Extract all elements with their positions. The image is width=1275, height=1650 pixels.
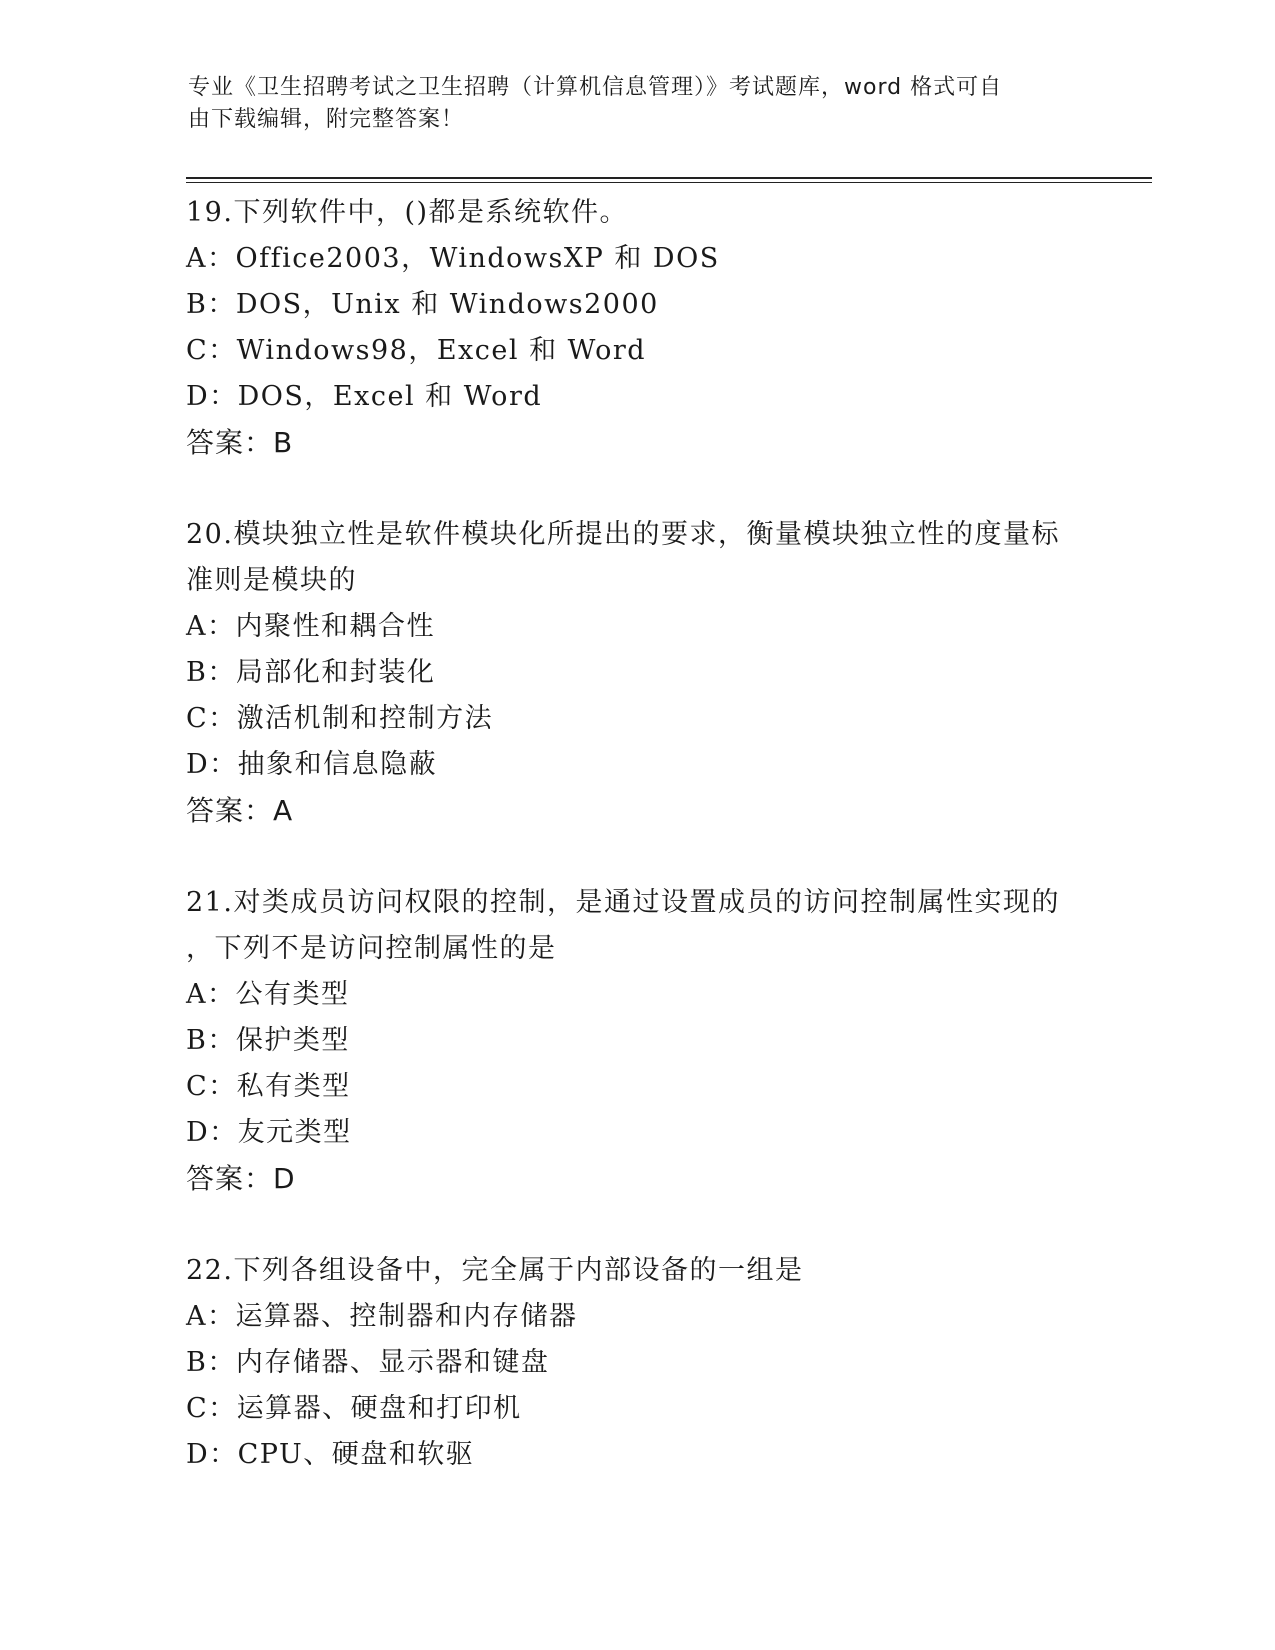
option-c: C：Windows98，Excel 和 Word [186,335,647,366]
option-d: D：CPU、硬盘和软驱 [186,1439,475,1470]
option-b: B：DOS，Unix 和 Windows2000 [186,289,659,320]
question-stem: 21.对类成员访问权限的控制，是通过设置成员的访问控制属性实现的 [186,887,1060,918]
option-b: B：局部化和封装化 [186,657,436,688]
option-b: B：保护类型 [186,1025,350,1056]
option-d: D：抽象和信息隐蔽 [186,749,438,780]
option-c: C：私有类型 [186,1071,351,1102]
question-stem: 19.下列软件中，()都是系统软件。 [186,197,629,228]
question-list [186,190,1086,1524]
question-21 [186,880,1086,1202]
option-b: B：内存储器、显示器和键盘 [186,1347,550,1378]
header-divider-thick [186,177,1152,179]
question-stem: 20.模块独立性是软件模块化所提出的要求，衡量模块独立性的度量标 [186,519,1060,550]
header-line-2: 由下载编辑，附完整答案！ [188,107,465,132]
answer-label: 答案：B [186,426,294,459]
question-19 [186,190,1086,466]
option-a: A：公有类型 [186,979,350,1010]
question-20 [186,512,1086,834]
option-d: D：DOS，Excel 和 Word [186,381,543,412]
question-22 [186,1248,1086,1478]
option-a: A：内聚性和耦合性 [186,611,435,642]
question-stem-continued: ，下列不是访问控制属性的是 [186,933,557,964]
option-a: A：Office2003，WindowsXP 和 DOS [186,243,720,274]
header-line-1: 专业《卫生招聘考试之卫生招聘（计算机信息管理）》考试题库，word 格式可自 [188,75,1003,100]
option-d: D：友元类型 [186,1117,352,1148]
option-a: A：运算器、控制器和内存储器 [186,1301,578,1332]
option-c: C：运算器、硬盘和打印机 [186,1393,522,1424]
answer-label: 答案：D [186,1162,296,1195]
answer-label: 答案：A [186,794,294,827]
question-stem-continued: 准则是模块的 [186,565,357,596]
document-header [188,72,1068,136]
option-c: C：激活机制和控制方法 [186,703,494,734]
question-stem: 22.下列各组设备中，完全属于内部设备的一组是 [186,1255,804,1286]
header-divider-thin [186,182,1152,183]
